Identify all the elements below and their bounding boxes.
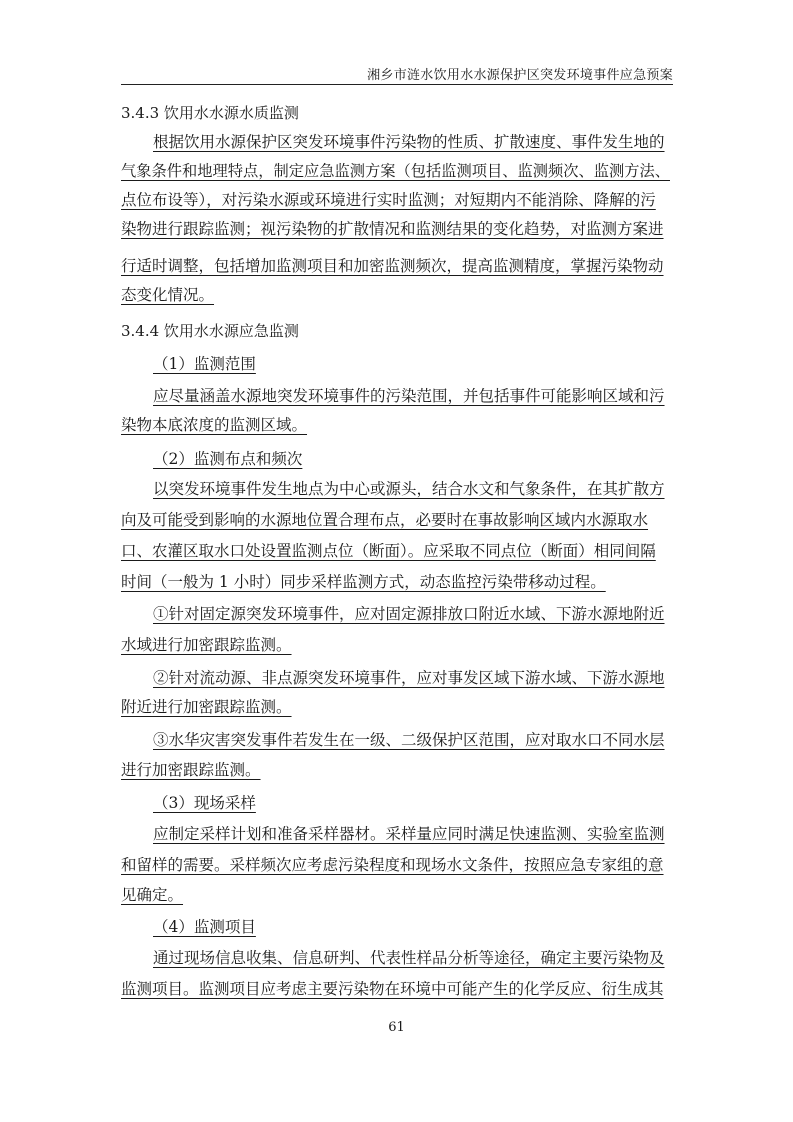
paragraph-line: 态变化情况。 (121, 286, 215, 304)
paragraph-line: 口、农灌区取水口处设置监测点位（断面）。应采取不同点位（断面）相同间隔 (121, 542, 656, 560)
list-item: ①针对固定源突发环境事件，应对固定源排放口附近水域、下游水源地附近 (153, 605, 665, 623)
list-item: ③水华灾害突发事件若发生在一级、二级保护区范围，应对取水口不同水层 (153, 731, 665, 749)
paragraph-line: 染物进行跟踪监测；视污染物的扩散情况和监测结果的变化趋势，对监测方案进 (121, 220, 664, 238)
paragraph-line: 通过现场信息收集、信息研判、代表性样品分析等途径，确定主要污染物及 (153, 949, 665, 967)
section-heading-343: 3.4.3 饮用水水源水质监测 (121, 104, 299, 122)
list-item: 进行加密跟踪监测。 (121, 761, 261, 779)
paragraph-line: 行适时调整，包括增加监测项目和加密监测频次，提高监测精度，掌握污染物动 (121, 257, 664, 275)
document-title: 湘乡市涟水饮用水水源保护区突发环境事件应急预案 (367, 68, 673, 83)
list-item: 附近进行加密跟踪监测。 (121, 698, 292, 716)
subsection-title: （3）现场采样 (153, 794, 256, 812)
paragraph-line: 应制定采样计划和准备采样器材。采样量应同时满足快速监测、实验室监测 (153, 825, 665, 843)
paragraph-line: 根据饮用水源保护区突发环境事件污染物的性质、扩散速度、事件发生地的 (153, 133, 665, 151)
paragraph-line: 和留样的需要。采样频次应考虑污染程度和现场水文条件，按照应急专家组的意 (121, 856, 664, 874)
list-item: 水域进行加密跟踪监测。 (121, 636, 292, 654)
paragraph-line: 监测项目。监测项目应考虑主要污染物在环境中可能产生的化学反应、衍生成其 (121, 980, 664, 998)
paragraph-line: 点位布设等），对污染水源或环境进行实时监测；对短期内不能消除、降解的污 (121, 191, 656, 209)
subsection-title: （2）监测布点和频次 (153, 450, 303, 468)
page-number: 61 (388, 1020, 405, 1035)
paragraph-line: 应尽量涵盖水源地突发环境事件的污染范围，并包括事件可能影响区域和污 (153, 387, 665, 405)
paragraph-line: 气象条件和地理特点，制定应急监测方案（包括监测项目、监测频次、监测方法、 (121, 162, 670, 180)
section-heading-344: 3.4.4 饮用水水源应急监测 (121, 322, 299, 340)
paragraph-line: 见确定。 (121, 886, 184, 904)
page-header (121, 64, 673, 85)
subsection-title: （4）监测项目 (153, 918, 256, 936)
list-item: ②针对流动源、非点源突发环境事件，应对事发区域下游水域、下游水源地 (153, 669, 665, 687)
paragraph-line: 时间（一般为 1 小时）同步采样监测方式，动态监控污染带移动过程。 (121, 573, 606, 591)
paragraph-line: 以突发环境事件发生地点为中心或源头，结合水文和气象条件，在其扩散方 (153, 480, 665, 498)
subsection-title: （1）监测范围 (153, 355, 256, 373)
paragraph-line: 向及可能受到影响的水源地位置合理布点，必要时在事故影响区域内水源取水 (121, 511, 649, 529)
paragraph-line: 染物本底浓度的监测区域。 (121, 416, 308, 434)
